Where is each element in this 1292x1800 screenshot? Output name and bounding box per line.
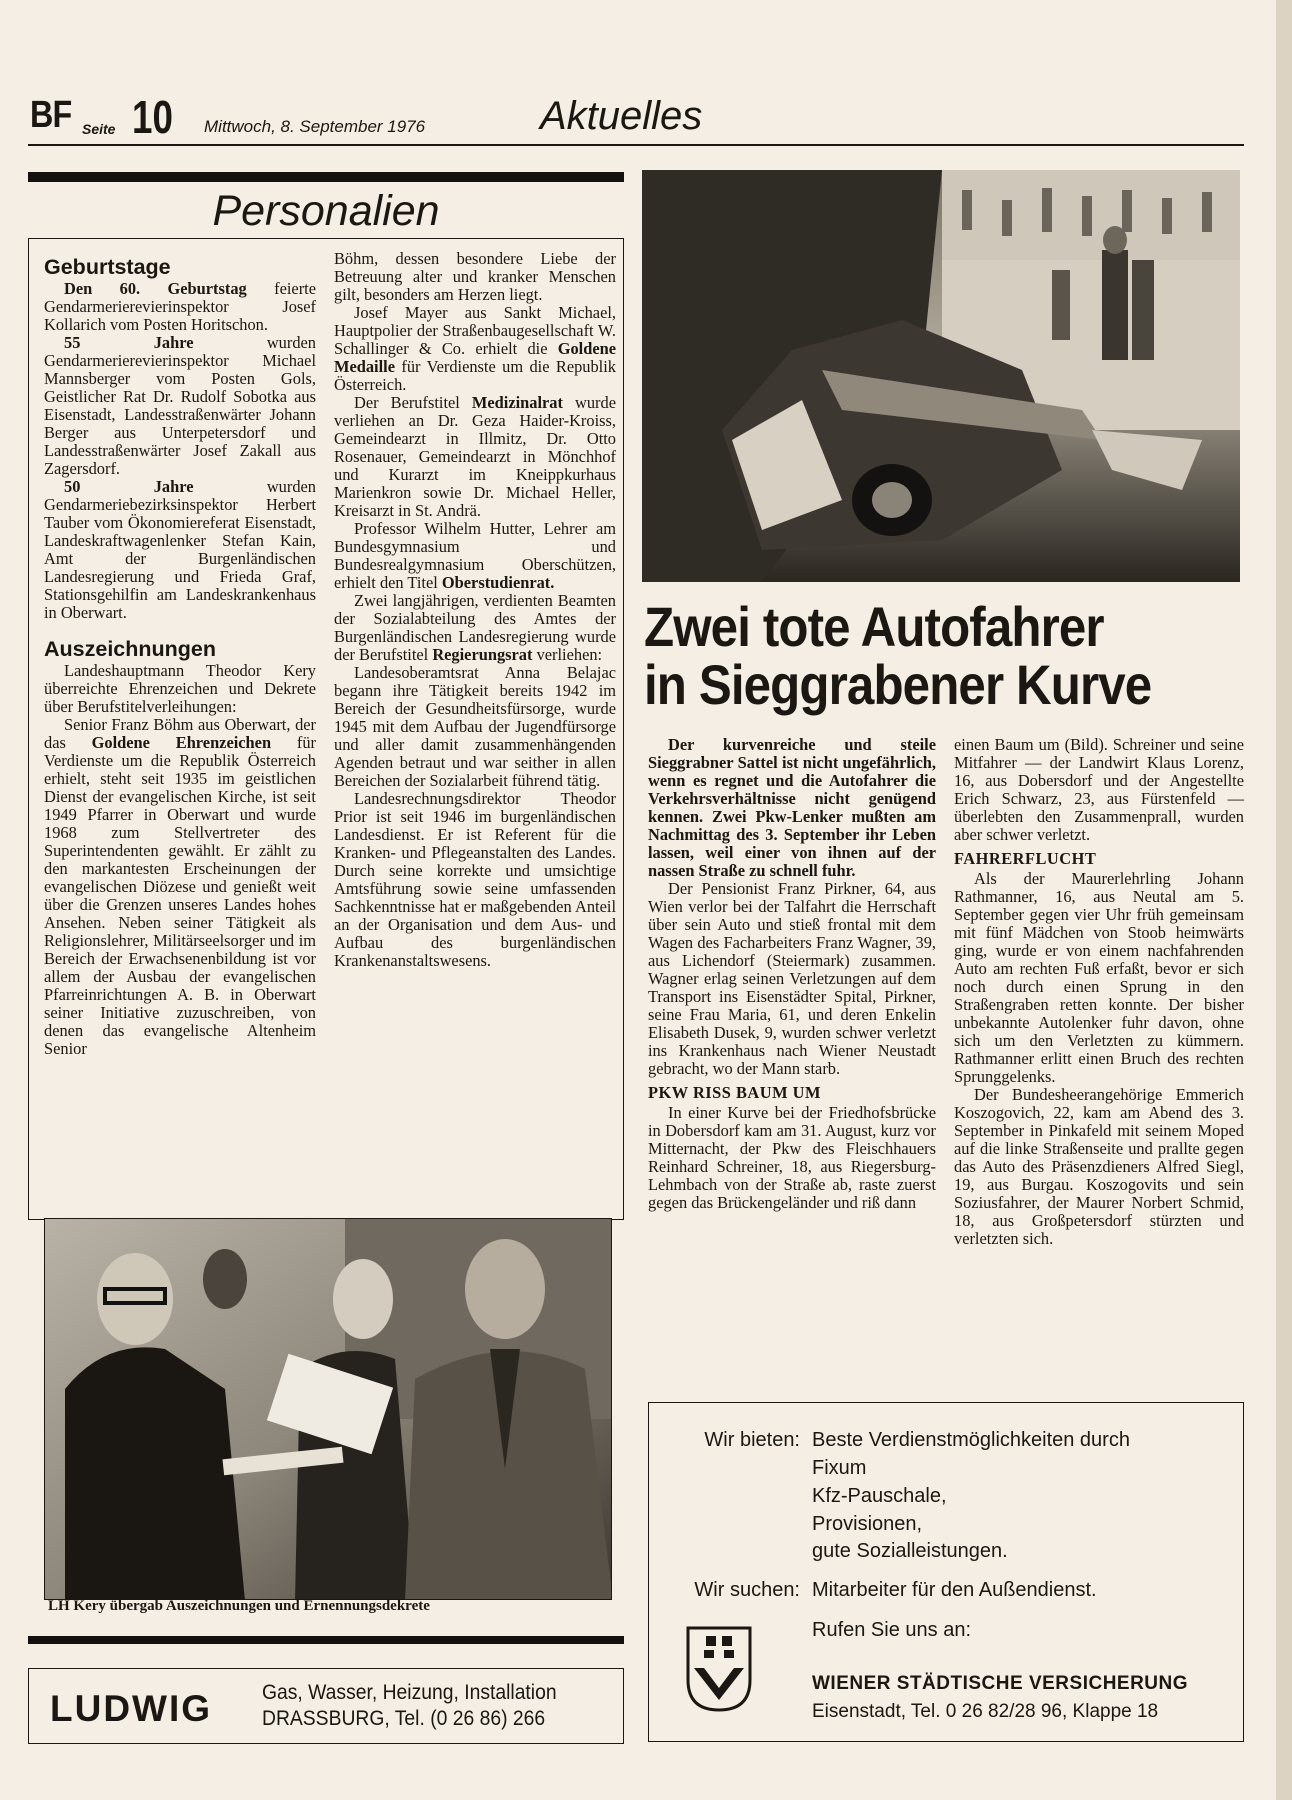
headline-line-1: Zwei tote Autofahrer xyxy=(644,595,1104,658)
paragraph: einen Baum um (Bild). Schreiner und seine Mitfahrer — der Landwirt Klaus Lorenz, 16, aus Dobersdorf und der Angestellte Erich Schwarz, 23, aus Fürstenfeld — überlebten den Zusammenprall, wurden aber schwer verletzt. xyxy=(954,735,1244,844)
section-title: Aktuelles xyxy=(540,94,703,138)
masthead-logo: BF xyxy=(30,94,72,136)
personalien-title: Personalien xyxy=(212,187,440,235)
offer-item: Kfz-Pauschale, xyxy=(812,1485,947,1507)
insurance-address: Eisenstadt, Tel. 0 26 82/28 96, Klappe 18 xyxy=(812,1701,1159,1722)
article-headline xyxy=(644,595,1172,716)
paragraph: Der Bundesheerangehörige Emmerich Koszogovich, 22, kam am Abend des 3. September in Pinkafeld mit seinem Moped auf die linke Straßenseite und prallte gegen das Auto des Präsenzdieners Alfred Siegl, 19, aus Burgau. Koszogovits und sein Soziusfahrer, der Maurer Norbert Schmid, 18, aus Großpetersdorf stürzten und verletzten sich. xyxy=(954,1085,1244,1248)
personalien-bottom-bar xyxy=(28,1636,624,1644)
paragraph: Landesrechnungsdirektor Theodor Prior ist seit 1946 im burgenländischen Landesdienst. Er ist Referent für die Kranken- und Pflegeanstalten des Landes. Durch seine korrekte und umsichtige Amtsführung sowie seine umfassenden Sachkenntnisse hat er maßgebenden Anteil an der Organisation und dem Aus- und Aufbau des burgenländischen Krankenanstaltswesens. xyxy=(334,789,616,970)
article-column-1 xyxy=(648,736,936,1212)
page-edge xyxy=(1276,0,1292,1800)
paragraph: Der Pensionist Franz Pirkner, 64, aus Wien verlor bei der Talfahrt die Herrschaft über sein Auto und stieß frontal mit dem Wagen des Facharbeiters Franz Wagner, 39, aus Lichendorf (Steiermark) zusammen. Wagner erlag seinen Verletzungen auf dem Transport ins Eisenstädter Spital, Pirkner, seine Frau Maria, 61, und deren Enkelin Elisabeth Dusek, 9, wurden schwer verletzt ins Krankenhaus nach Wiener Neustadt gebracht, wo der Mann starb. xyxy=(648,879,936,1078)
ceremony-photo-caption: LH Kery übergab Auszeichnungen und Ernennungsdekrete xyxy=(48,1598,430,1614)
subheading-pkw-riss-baum-um: PKW RISS BAUM UM xyxy=(648,1083,821,1102)
offer-label: Wir bieten: xyxy=(704,1429,800,1451)
birthdays-heading: Geburtstage xyxy=(44,255,171,279)
paragraph: 55 Jahre wurden Gendarmerierevierinspektor Michael Mannsberger vom Posten Gols, Geistlicher Rat Dr. Rudolf Sobotka aus Eisenstadt, Landesstraßenwärter Johann Berger aus Unterpetersdorf und Landesstraßenwärter Josef Zakall aus Zagersdorf. xyxy=(44,333,316,478)
article-column-2 xyxy=(954,736,1244,1248)
paragraph: Den 60. Geburtstag feierte Gendarmerierevierinspektor Josef Kollarich vom Posten Horitschon. xyxy=(44,279,316,334)
offer-item: Beste Verdienstmöglichkeiten durch xyxy=(812,1429,1130,1451)
ludwig-ad-services: Gas, Wasser, Heizung, Installation xyxy=(262,1681,557,1704)
personalien-column-1 xyxy=(44,254,316,1058)
insurance-logo-icon xyxy=(684,1624,754,1714)
ceremony-photo-image xyxy=(45,1219,612,1600)
awards-heading: Auszeichnungen xyxy=(44,637,217,661)
paragraph: Als der Maurerlehrling Johann Rathmanner, 16, aus Neutal am 5. September gegen vier Uhr früh gemeinsam mit fünf Mädchen von Stoob heimwärts ging, wurde er von einem nachfahrenden Auto am rechten Fuß erfaßt, bevor er sich noch durch einen Sprung in den Straßengraben retten konnte. Der bisher unbekannte Autolenker fuhr davon, ohne sich um den Verletzten zu kümmern. Rathmanner erlitt einen Bruch des rechten Sprunggelenks. xyxy=(954,869,1244,1086)
accident-photo-image xyxy=(642,170,1240,582)
ludwig-ad-name: LUDWIG xyxy=(50,1688,213,1729)
issue-date: Mittwoch, 8. September 1976 xyxy=(204,117,426,136)
paragraph: Landesoberamtsrat Anna Belajac begann ihre Tätigkeit bereits 1942 im Bereich der Gesundheitsfürsorge, wurde 1945 mit dem Aufbau der Jugendfürsorge und aller damit zusammenhängenden Agenden betraut und war seither in allen Bereichen der Sozialarbeit führend tätig. xyxy=(334,663,616,790)
personalien-column-2 xyxy=(334,250,616,970)
subheading-fahrerflucht: FAHRERFLUCHT xyxy=(954,849,1097,868)
ludwig-ad-contact: DRASSBURG, Tel. (0 26 86) 266 xyxy=(262,1707,546,1730)
offer-item: Fixum xyxy=(812,1457,867,1479)
paragraph: Professor Wilhelm Hutter, Lehrer am Bundesgymnasium und Bundesrealgymnasium Oberschützen, erhielt den Titel Oberstudienrat. xyxy=(334,519,616,592)
paragraph: 50 Jahre wurden Gendarmeriebezirksinspektor Herbert Tauber vom Ökonomiereferat Eisenstadt, Landeskraftwagenlenker Stefan Kain, Amt der Burgenländischen Landesregierung und Frieda Graf, Stationsgehilfin am Landeskrankenhaus in Oberwart. xyxy=(44,477,316,622)
call-text: Rufen Sie uns an: xyxy=(812,1619,971,1641)
page-number: 10 xyxy=(132,91,173,143)
article-lead: Der kurvenreiche und steile Sieggrabner Sattel ist nicht ungefährlich, wenn es regnet und die Autofahrer die Verkehrsverhältnisse nicht genügend kennen. Zwei Pkw-Lenker mußten am Nachmittag des 3. September ihr Leben lassen, weil einer von ihnen auf der nassen Straße zu schnell fuhr. xyxy=(648,735,936,880)
personalien-top-bar xyxy=(28,172,624,182)
offer-item: Provisionen, xyxy=(812,1513,923,1535)
offer-item: gute Sozialleistungen. xyxy=(812,1540,1008,1562)
headline-line-2: in Sieggrabener Kurve xyxy=(644,653,1152,716)
header-rule xyxy=(28,144,1244,146)
paragraph: Josef Mayer aus Sankt Michael, Hauptpolier der Straßenbaugesellschaft W. Schallinger & Co. erhielt die Goldene Medaille für Verdienste um die Republik Österreich. xyxy=(334,303,616,394)
ceremony-photo xyxy=(44,1218,612,1600)
page-label: Seite xyxy=(82,121,116,137)
seek-label: Wir suchen: xyxy=(694,1579,800,1601)
paragraph: Landeshauptmann Theodor Kery überreichte Ehrenzeichen und Dekrete über Berufstitelverleihungen: xyxy=(44,661,316,716)
accident-photo xyxy=(642,170,1240,582)
paragraph: Der Berufstitel Medizinalrat wurde verliehen an Dr. Geza Haider-Kroiss, Gemeindearzt in Illmitz, Dr. Otto Rosenauer, Gemeindearzt in Mönchhof und Kurarzt im Kneippkurhaus Marienkron sowie Dr. Michael Heller, Kreisarzt in St. Andrä. xyxy=(334,393,616,520)
paragraph: Böhm, dessen besondere Liebe der Betreuung alter und kranker Menschen gilt, besonders am Herzen liegt. xyxy=(334,249,616,304)
paragraph: Zwei langjährigen, verdienten Beamten der Sozialabteilung des Amtes der Burgenländischen Landesregierung wurde der Berufstitel Regierungsrat verliehen: xyxy=(334,591,616,664)
paragraph: Senior Franz Böhm aus Oberwart, der das Goldene Ehrenzeichen für Verdienste um die Republik Österreich erhielt, steht seit 1935 im geistlichen Dienst der evangelischen Kirche, ist seit 1949 Pfarrer in Oberwart und wurde 1968 zum Stellvertreter des Superintendenten gewählt. Er zählt zu den markantesten Erscheinungen der evangelischen Diözese und genießt weit über die Grenzen unseres Landes hohes Ansehen. Neben seiner Tätigkeit als Religionslehrer, Militärseelsorger und im Bereich der Erwachsenenbildung ist vor allem der Ausbau der evangelischen Pfarreinrichtungen A. B. in Oberwart seiner Initiative zuzuschreiben, von denen das evangelische Altenheim Senior xyxy=(44,715,317,1058)
seek-text: Mitarbeiter für den Außendienst. xyxy=(812,1579,1097,1601)
insurance-company-name: WIENER STÄDTISCHE VERSICHERUNG xyxy=(812,1673,1189,1694)
paragraph: In einer Kurve bei der Friedhofsbrücke in Dobersdorf kam am 31. August, kurz vor Mitternacht, der Pkw des Fleischhauers Reinhard Schreiner, 18, aus Riegersburg-Lehmbach von der Straße ab, raste zuerst gegen das Brückengeländer und riß dann xyxy=(648,1103,936,1212)
